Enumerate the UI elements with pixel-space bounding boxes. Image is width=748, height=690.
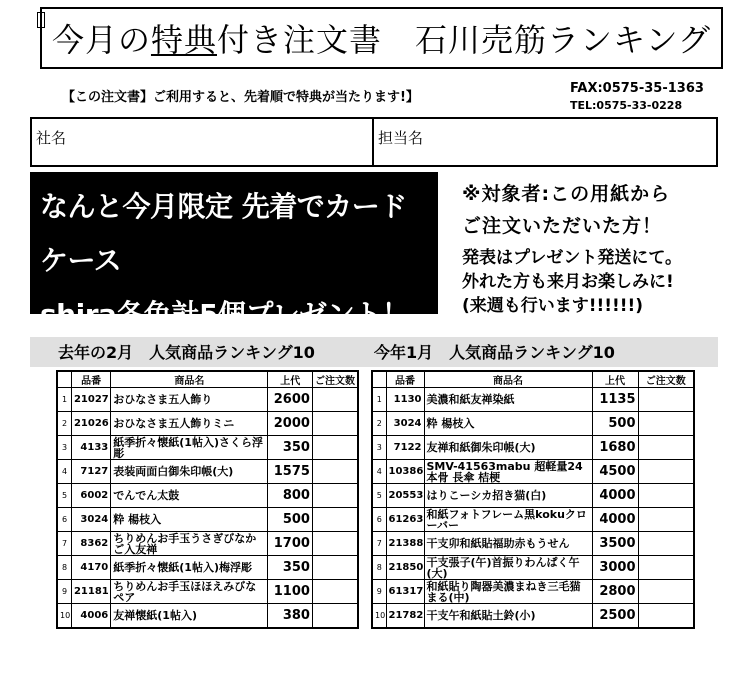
- product-code: 21850: [386, 556, 424, 580]
- product-code: 6002: [71, 484, 110, 508]
- promo-banner: [30, 172, 438, 331]
- rank-number: 8: [372, 556, 386, 580]
- rank-number: 9: [57, 580, 71, 604]
- product-code: 7127: [71, 460, 110, 484]
- ranking-right-title: 今年1月 人気商品ランキング10: [374, 343, 615, 362]
- column-header: ご注文数: [638, 371, 694, 388]
- column-header: 上代: [592, 371, 638, 388]
- rank-number: 7: [57, 532, 71, 556]
- product-price: 1700: [268, 532, 312, 556]
- rank-number: 10: [57, 604, 71, 629]
- order-quantity-cell[interactable]: [312, 556, 358, 580]
- page-title: [40, 7, 723, 69]
- rank-number: 9: [372, 580, 386, 604]
- product-name: 表装両面白御朱印帳(大): [111, 460, 268, 484]
- company-label: 社名: [36, 129, 67, 147]
- product-name: 紙季折々懐紙(1帖入)梅浮彫: [111, 556, 268, 580]
- table-row: [372, 460, 694, 484]
- order-quantity-cell[interactable]: [638, 460, 694, 484]
- company-field[interactable]: [32, 119, 374, 165]
- product-code: 4170: [71, 556, 110, 580]
- product-name: 干支卯和紙貼福助赤もうせん: [424, 532, 592, 556]
- product-price: 3000: [592, 556, 638, 580]
- product-price: 2000: [268, 412, 312, 436]
- tel-number: TEL:0575-33-0228: [570, 99, 683, 112]
- table-row: [372, 580, 694, 604]
- product-price: 2500: [592, 604, 638, 629]
- order-quantity-cell[interactable]: [638, 412, 694, 436]
- product-name: 和紙フォトフレーム黒kokuクローバー: [424, 508, 592, 532]
- product-code: 61317: [386, 580, 424, 604]
- product-price: 500: [592, 412, 638, 436]
- product-name: 和紙貼り陶器美濃まねき三毛猫まる(中): [424, 580, 592, 604]
- order-quantity-cell[interactable]: [638, 484, 694, 508]
- rank-number: 6: [57, 508, 71, 532]
- order-quantity-cell[interactable]: [312, 436, 358, 460]
- product-code: 21782: [386, 604, 424, 629]
- product-price: 380: [268, 604, 312, 629]
- rank-number: 1: [57, 388, 71, 412]
- product-code: 3024: [71, 508, 110, 532]
- product-name: でんでん太鼓: [111, 484, 268, 508]
- rank-number: 3: [57, 436, 71, 460]
- order-quantity-cell[interactable]: [312, 580, 358, 604]
- product-code: 10386: [386, 460, 424, 484]
- promo-note-3: (来週も行います!!!!!!): [462, 296, 644, 316]
- table-row: [57, 484, 358, 508]
- order-quantity-cell[interactable]: [638, 388, 694, 412]
- table-row: [57, 460, 358, 484]
- table-row: [372, 604, 694, 629]
- product-name: 粋 楊枝入: [424, 412, 592, 436]
- person-label: 担当名: [378, 129, 424, 147]
- rank-number: 4: [372, 460, 386, 484]
- order-quantity-cell[interactable]: [638, 580, 694, 604]
- rank-number: 5: [372, 484, 386, 508]
- product-code: 21026: [71, 412, 110, 436]
- rank-number: 4: [57, 460, 71, 484]
- product-price: 3500: [592, 532, 638, 556]
- product-name: 干支午和紙貼土鈴(小): [424, 604, 592, 629]
- product-code: 7122: [386, 436, 424, 460]
- title-before: 今月の: [51, 21, 151, 59]
- product-price: 500: [268, 508, 312, 532]
- table-row: [372, 388, 694, 412]
- promo-details: [462, 178, 682, 318]
- column-header: [57, 371, 71, 388]
- product-price: 4000: [592, 508, 638, 532]
- table-header-row: [372, 371, 694, 388]
- fax-number: FAX:0575-35-1363: [570, 81, 704, 96]
- table-row: [57, 508, 358, 532]
- order-quantity-cell[interactable]: [312, 604, 358, 629]
- product-name: 友禅和紙御朱印帳(大): [424, 436, 592, 460]
- table-row: [57, 412, 358, 436]
- promo-target-2: ご注文いただいた方！: [462, 215, 663, 237]
- column-header: [372, 371, 386, 388]
- product-price: 4000: [592, 484, 638, 508]
- product-code: 20553: [386, 484, 424, 508]
- rank-number: 6: [372, 508, 386, 532]
- rank-number: 8: [57, 556, 71, 580]
- title-after: 付き注文書 石川売筋ランキング: [216, 21, 712, 59]
- product-code: 4133: [71, 436, 110, 460]
- product-price: 350: [268, 436, 312, 460]
- product-name: はりこーシカ招き猫(白): [424, 484, 592, 508]
- product-code: 21388: [386, 532, 424, 556]
- column-header: 品番: [71, 371, 110, 388]
- table-row: [57, 580, 358, 604]
- product-code: 1130: [386, 388, 424, 412]
- rank-number: 7: [372, 532, 386, 556]
- table-row: [57, 532, 358, 556]
- product-price: 2600: [268, 388, 312, 412]
- product-price: 2800: [592, 580, 638, 604]
- table-row: [372, 484, 694, 508]
- product-name: 粋 楊枝入: [111, 508, 268, 532]
- table-row: [57, 556, 358, 580]
- product-name: 紙季折々懐紙(1帖入)さくら浮彫: [111, 436, 268, 460]
- column-header: ご注文数: [312, 371, 358, 388]
- product-price: 350: [268, 556, 312, 580]
- customer-fields: [30, 117, 718, 167]
- product-name: 友禅懐紙(1帖入): [111, 604, 268, 629]
- table-header-row: [57, 371, 358, 388]
- promo-line-2: shira各色計5個プレゼント！: [40, 298, 410, 331]
- product-code: 21181: [71, 580, 110, 604]
- order-quantity-cell[interactable]: [312, 460, 358, 484]
- table-row: [372, 436, 694, 460]
- rank-number: 2: [57, 412, 71, 436]
- table-row: [372, 532, 694, 556]
- product-price: 1680: [592, 436, 638, 460]
- order-quantity-cell[interactable]: [312, 508, 358, 532]
- rank-number: 5: [57, 484, 71, 508]
- product-name: おひなさま五人飾り: [111, 388, 268, 412]
- product-name: SMV-41563mabu 超軽量24本骨 長傘 桔梗: [424, 460, 592, 484]
- ranking-table-right: [371, 370, 695, 629]
- order-quantity-cell[interactable]: [638, 508, 694, 532]
- table-row: [57, 436, 358, 460]
- product-code: 8362: [71, 532, 110, 556]
- order-quantity-cell[interactable]: [638, 532, 694, 556]
- order-quantity-cell[interactable]: [638, 556, 694, 580]
- order-quantity-cell[interactable]: [638, 604, 694, 629]
- product-name: おひなさま五人飾りミニ: [111, 412, 268, 436]
- product-name: ちりめんお手玉ほほえみびなペア: [111, 580, 268, 604]
- promo-target-1: ※対象者:この用紙から: [462, 183, 671, 205]
- rank-number: 1: [372, 388, 386, 412]
- table-row: [372, 508, 694, 532]
- product-name: 干支張子(午)首振りわんぱく午(大): [424, 556, 592, 580]
- order-quantity-cell[interactable]: [312, 388, 358, 412]
- table-row: [57, 388, 358, 412]
- promo-note-2: 外れた方も来月お楽しみに!: [462, 272, 674, 292]
- column-header: 商品名: [424, 371, 592, 388]
- product-price: 1135: [592, 388, 638, 412]
- title-highlight: 特典: [150, 21, 217, 59]
- column-header: 商品名: [111, 371, 268, 388]
- promo-line-1: なんと今月限定 先着でカードケース: [40, 190, 407, 277]
- product-code: 21027: [71, 388, 110, 412]
- rank-number: 10: [372, 604, 386, 629]
- order-quantity-cell[interactable]: [312, 532, 358, 556]
- rank-number: 2: [372, 412, 386, 436]
- product-price: 1100: [268, 580, 312, 604]
- ranking-left-title: 去年の2月 人気商品ランキング10: [58, 343, 315, 362]
- table-row: [57, 604, 358, 629]
- person-field[interactable]: [374, 119, 427, 165]
- order-quantity-cell[interactable]: [638, 436, 694, 460]
- rank-number: 3: [372, 436, 386, 460]
- order-quantity-cell[interactable]: [312, 412, 358, 436]
- product-code: 4006: [71, 604, 110, 629]
- promo-note-1: 発表はプレゼント発送にて。: [462, 248, 682, 268]
- table-row: [372, 412, 694, 436]
- product-code: 3024: [386, 412, 424, 436]
- ranking-table-left: [56, 370, 359, 629]
- product-name: 美濃和紙友禅染紙: [424, 388, 592, 412]
- product-price: 1575: [268, 460, 312, 484]
- order-notice: 【この注文書】ご利用すると、先着順で特典が当たります!】: [62, 90, 419, 105]
- column-header: 上代: [268, 371, 312, 388]
- product-name: ちりめんお手玉うさぎびなかご入友禅: [111, 532, 268, 556]
- product-price: 4500: [592, 460, 638, 484]
- product-price: 800: [268, 484, 312, 508]
- order-quantity-cell[interactable]: [312, 484, 358, 508]
- column-header: 品番: [386, 371, 424, 388]
- table-row: [372, 556, 694, 580]
- product-code: 61263: [386, 508, 424, 532]
